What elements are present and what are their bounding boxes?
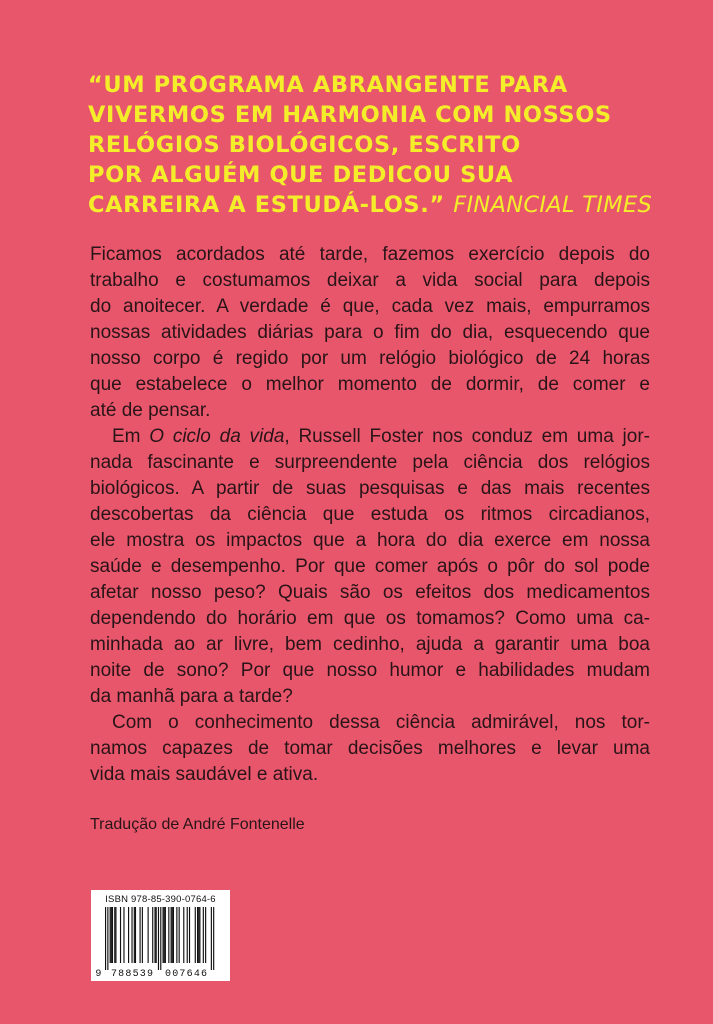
translator-credit: Tradução de André Fontenelle — [90, 816, 305, 833]
isbn-label: ISBN 978-85-390-0764-6 — [105, 894, 216, 905]
barcode-bar — [172, 907, 173, 963]
quote-line-last — [88, 190, 688, 220]
barcode-bar — [105, 907, 106, 970]
barcode-bar — [198, 907, 199, 963]
book-description — [90, 242, 650, 788]
description-line: descobertas da ciência que estuda os ritmos circadianos, — [90, 504, 650, 525]
barcode-bar — [199, 907, 200, 963]
barcode-digits: 9 — [95, 969, 103, 979]
barcode-bar — [131, 907, 132, 963]
description-line: namos capazes de tomar decisões melhores e levar uma — [90, 738, 650, 759]
barcode-bar — [160, 907, 161, 970]
quote-line: RELÓGIOS BIOLÓGICOS, ESCRITO — [88, 132, 521, 158]
barcode-bar — [114, 907, 115, 963]
barcode-bar — [179, 907, 180, 963]
description-line: do anoitecer. A verdade é que, cada vez mais, empurramos — [90, 296, 650, 317]
barcode-bar — [142, 907, 143, 963]
barcode-bar — [148, 907, 149, 963]
book-title: O ciclo da vida — [149, 426, 285, 447]
barcode-bar — [120, 907, 121, 963]
description-line: da manhã para a tarde? — [90, 686, 293, 707]
barcode-bar — [110, 907, 111, 963]
barcode-bar — [189, 907, 190, 963]
barcode-bar — [211, 907, 212, 970]
barcode-bar — [168, 907, 169, 963]
barcode-bar — [123, 907, 124, 963]
description-line: ele mostra os impactos que a hora do dia exerce em nossa — [90, 530, 650, 551]
quote-line: CARREIRA A ESTUDÁ-LOS.” — [88, 192, 445, 218]
barcode-bar — [107, 907, 108, 970]
barcode-bar — [111, 907, 112, 963]
quote-source: FINANCIAL TIMES — [453, 192, 653, 218]
barcode-bar — [140, 907, 141, 963]
barcode-digits: 007646 — [165, 969, 209, 979]
barcode-bar — [164, 907, 165, 963]
barcode-bar — [115, 907, 116, 963]
description-line — [90, 424, 650, 450]
description-line: nada fascinante e surpreendente pela ciência dos relógios — [90, 452, 650, 473]
barcode-bar — [156, 907, 157, 963]
description-line: Com o conhecimento dessa ciência admirável, nos tor- — [112, 712, 650, 733]
description-line: nossas atividades diárias para o fim do dia, esquecendo que — [90, 322, 650, 343]
barcode-bar — [163, 907, 164, 963]
description-line: biológicos. A partir de suas pesquisas e das mais recentes — [90, 478, 650, 499]
barcode-bar — [205, 907, 206, 963]
barcode-bar — [134, 907, 135, 963]
barcode-digits: 788539 — [110, 969, 155, 979]
description-line: até de pensar. — [90, 400, 211, 421]
barcode-bar — [187, 907, 188, 963]
isbn-barcode — [91, 890, 230, 981]
barcode-bar — [112, 907, 113, 963]
description-line: dependendo do horário em que os tomamos? Como uma ca- — [90, 608, 650, 629]
description-text: , Russell Foster nos conduz em uma jor- — [284, 426, 650, 447]
barcode-bar — [154, 907, 155, 963]
barcode-bar — [135, 907, 136, 963]
quote-line: “UM PROGRAMA ABRANGENTE PARA — [88, 72, 568, 98]
description-line: trabalho e costumamos deixar a vida social para depois — [90, 270, 650, 291]
description-line: saúde e desempenho. Por que comer após o pôr do sol pode — [90, 556, 650, 577]
description-line: que estabelece o melhor momento de dormir, de comer e — [90, 374, 650, 395]
barcode-bar — [173, 907, 174, 963]
barcode-bar — [176, 907, 177, 963]
barcode-bar — [165, 907, 166, 963]
barcode-bar — [213, 907, 214, 970]
barcode-bars — [95, 907, 226, 979]
barcode-bar — [171, 907, 172, 963]
barcode-bar — [158, 907, 159, 970]
description-line: minhada ao ar livre, bem cedinho, ajuda a garantir uma boa — [90, 634, 650, 655]
description-line: vida mais saudável e ativa. — [90, 764, 319, 785]
description-line: noite de sono? Por que nosso humor e habilidades mudam — [90, 660, 650, 681]
quote-line: VIVERMOS EM HARMONIA COM NOSSOS — [88, 102, 612, 128]
description-line: Ficamos acordados até tarde, fazemos exercício depois do — [90, 244, 650, 265]
barcode-bar — [203, 907, 204, 963]
press-quote — [88, 70, 688, 220]
quote-line: POR ALGUÉM QUE DEDICOU SUA — [88, 162, 514, 188]
barcode-bar — [152, 907, 153, 963]
barcode-bar — [195, 907, 196, 963]
barcode-bar — [128, 907, 129, 963]
description-line: afetar nosso peso? Quais são os efeitos dos medicamentos — [90, 582, 650, 603]
description-text: Em — [112, 426, 150, 447]
barcode-bar — [197, 907, 198, 963]
barcode-bar — [183, 907, 184, 963]
description-line: nosso corpo é regido por um relógio biológico de 24 horas — [90, 348, 650, 369]
